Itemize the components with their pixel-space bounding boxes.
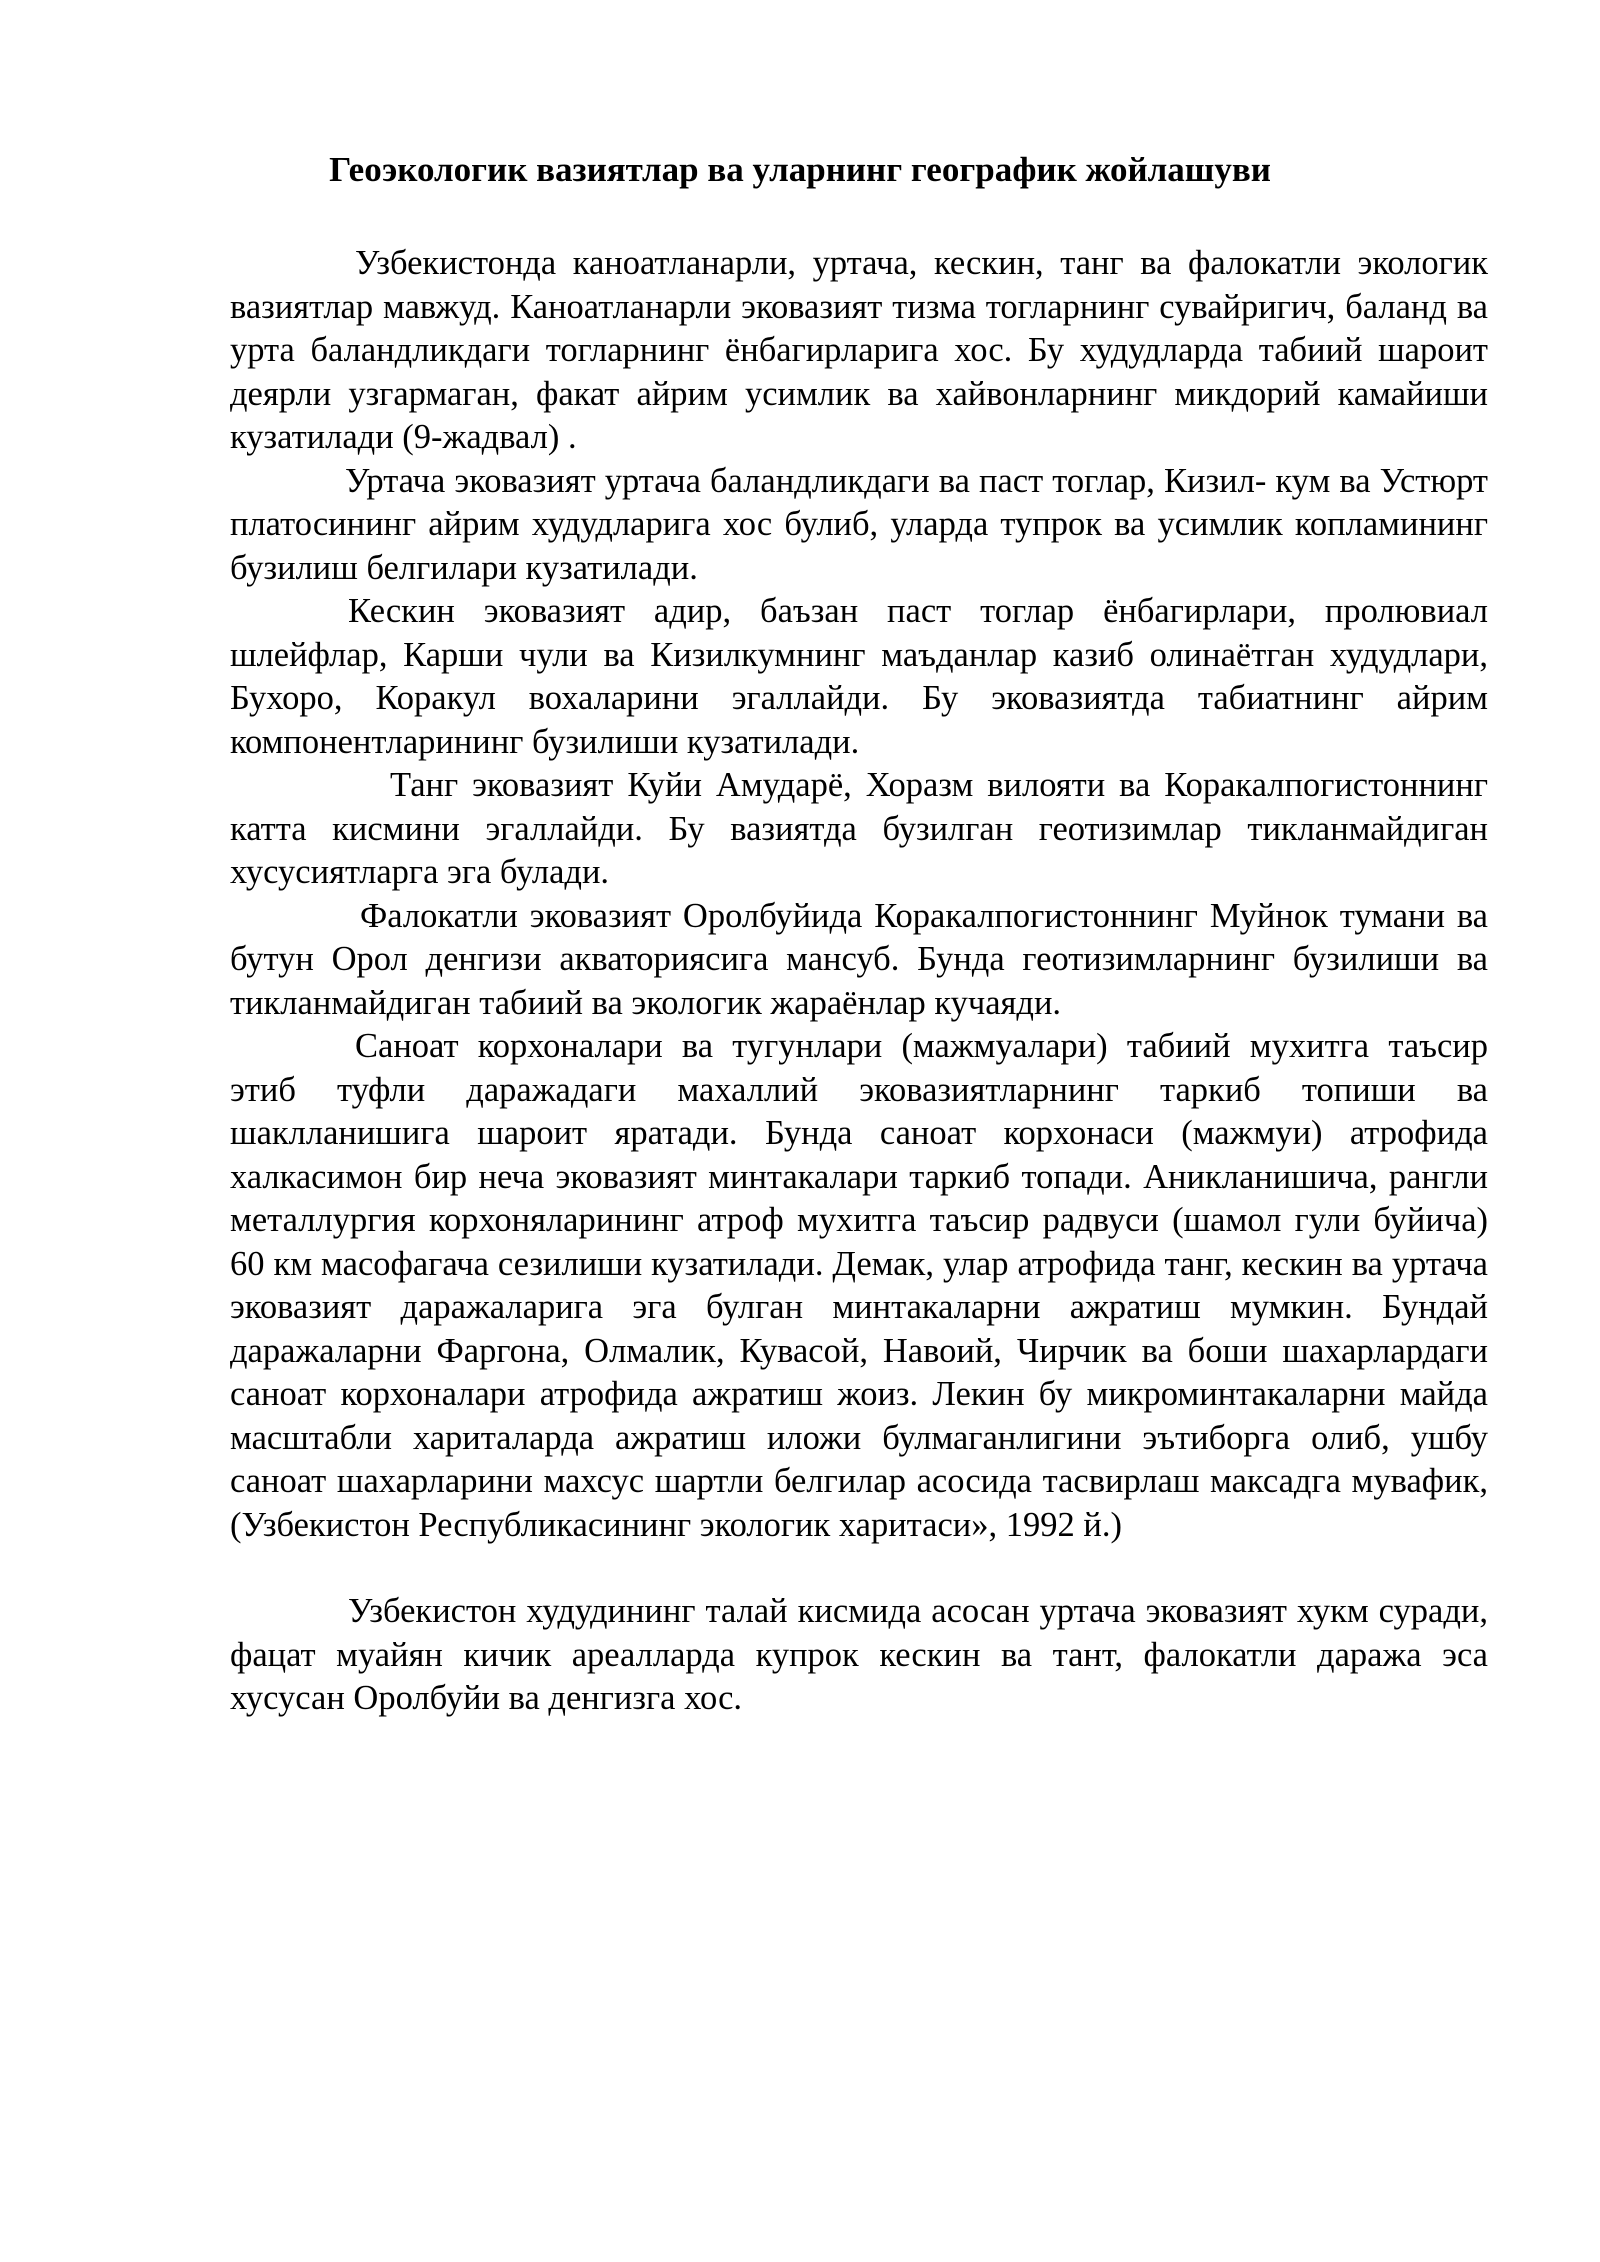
paragraph-satisfactory: Узбекистонда каноатланарли, уртача, кескин, танг ва фалокатли экологик вазиятлар мавжуд. Каноатланарли эковазият тизма тогларнинг сувайригич, баланд ва урта баландликдаги тогларнинг ёнбагирларига хос. Бу худудларда табиий шароит деярли узгармаган, факат айрим усимлик ва хайвонларнинг микдорий камайиши кузатилади (9-жадвал) . (230, 244, 1488, 456)
paragraph-spacer (230, 1547, 1488, 1590)
paragraph-moderate: Уртача эковазият уртача баландликдаги ва паст тоглар, Кизил- кум ва Устюрт платосининг айрим худудларига хос булиб, уларда тупрок ва усимлик копламининг бузилиш белгилари кузатилади. (230, 461, 1488, 587)
paragraph-critical: Танг эковазият Куйи Амударё, Хоразм вилояти ва Коракалпогистоннинг катта кисмини эгаллайди. Бу вазиятда бузилган геотизимлар тикланмайдиган хусусиятларга эга булади. (230, 766, 1488, 891)
paragraph-conclusion: Узбекистон худудининг талай кисмида асосан уртача эковазият хукм суради, фацат муайян кичик ареалларда купрок кескин ва тант, фалокатли даража эса хусусан Оролбуйи ва денгизга хос. (230, 1592, 1488, 1717)
document-title: Геоэкологик вазиятлар ва уларнинг географик жойлашуви (329, 150, 1271, 189)
paragraph-catastrophic: Фалокатли эковазият Оролбуйида Коракалпогистоннинг Муйнок тумани ва бутун Орол денгизи акваториясига мансуб. Бунда геотизимларнинг бузилиши ва тикланмайдиган табиий ва экологик жараёнлар кучаяди. (230, 896, 1488, 1022)
paragraph-industrial: Саноат корхоналари ва тугунлари (мажмуалари) табиий мухитга таъсир этиб туфли даражадаги махаллий эковазиятларнинг таркиб топиши ва шаклланишига шароит яратади. Бунда саноат корхонаси (мажмуи) атрофида халкасимон бир неча эковазият минтакалари таркиб топади. Аникланишича, рангли металлургия корхоняларининг атроф мухитга таъсир радвуси (шамол гули буйича) 60 км масофагача сезилиши кузатилади. Демак, улар атрофида танг, кескин ва уртача эковазият даражаларига эга булган минтакаларни ажратиш мумкин. Бундай даражаларни Фаргона, Олмалик, Кувасой, Навоий, Чирчик ва боши шахарлардаги саноат корхоналари атрофида ажратиш жоиз. Лекин бу микроминтакаларни майда масштабли хариталарда ажратиш иложи булмаганлигини эътиборга олиб, ушбу саноат шахарларини махсус шартли белгилар асосида тасвирлаш максадга мувафик, (Узбекистон Республикасининг экологик харитаси», 1992 й.) (230, 1027, 1488, 1544)
paragraph-severe: Кескин эковазият адир, баъзан паст тоглар ёнбагирлари, пролювиал шлейфлар, Карши чули ва Кизилкумнинг маъданлар казиб олинаётган худудлари, Бухоро, Коракул вохаларини эгаллайди. Бу эковазиятда табиатнинг айрим компонентларининг бузилиши кузатилади. (230, 592, 1488, 761)
document-body (230, 242, 1488, 1721)
